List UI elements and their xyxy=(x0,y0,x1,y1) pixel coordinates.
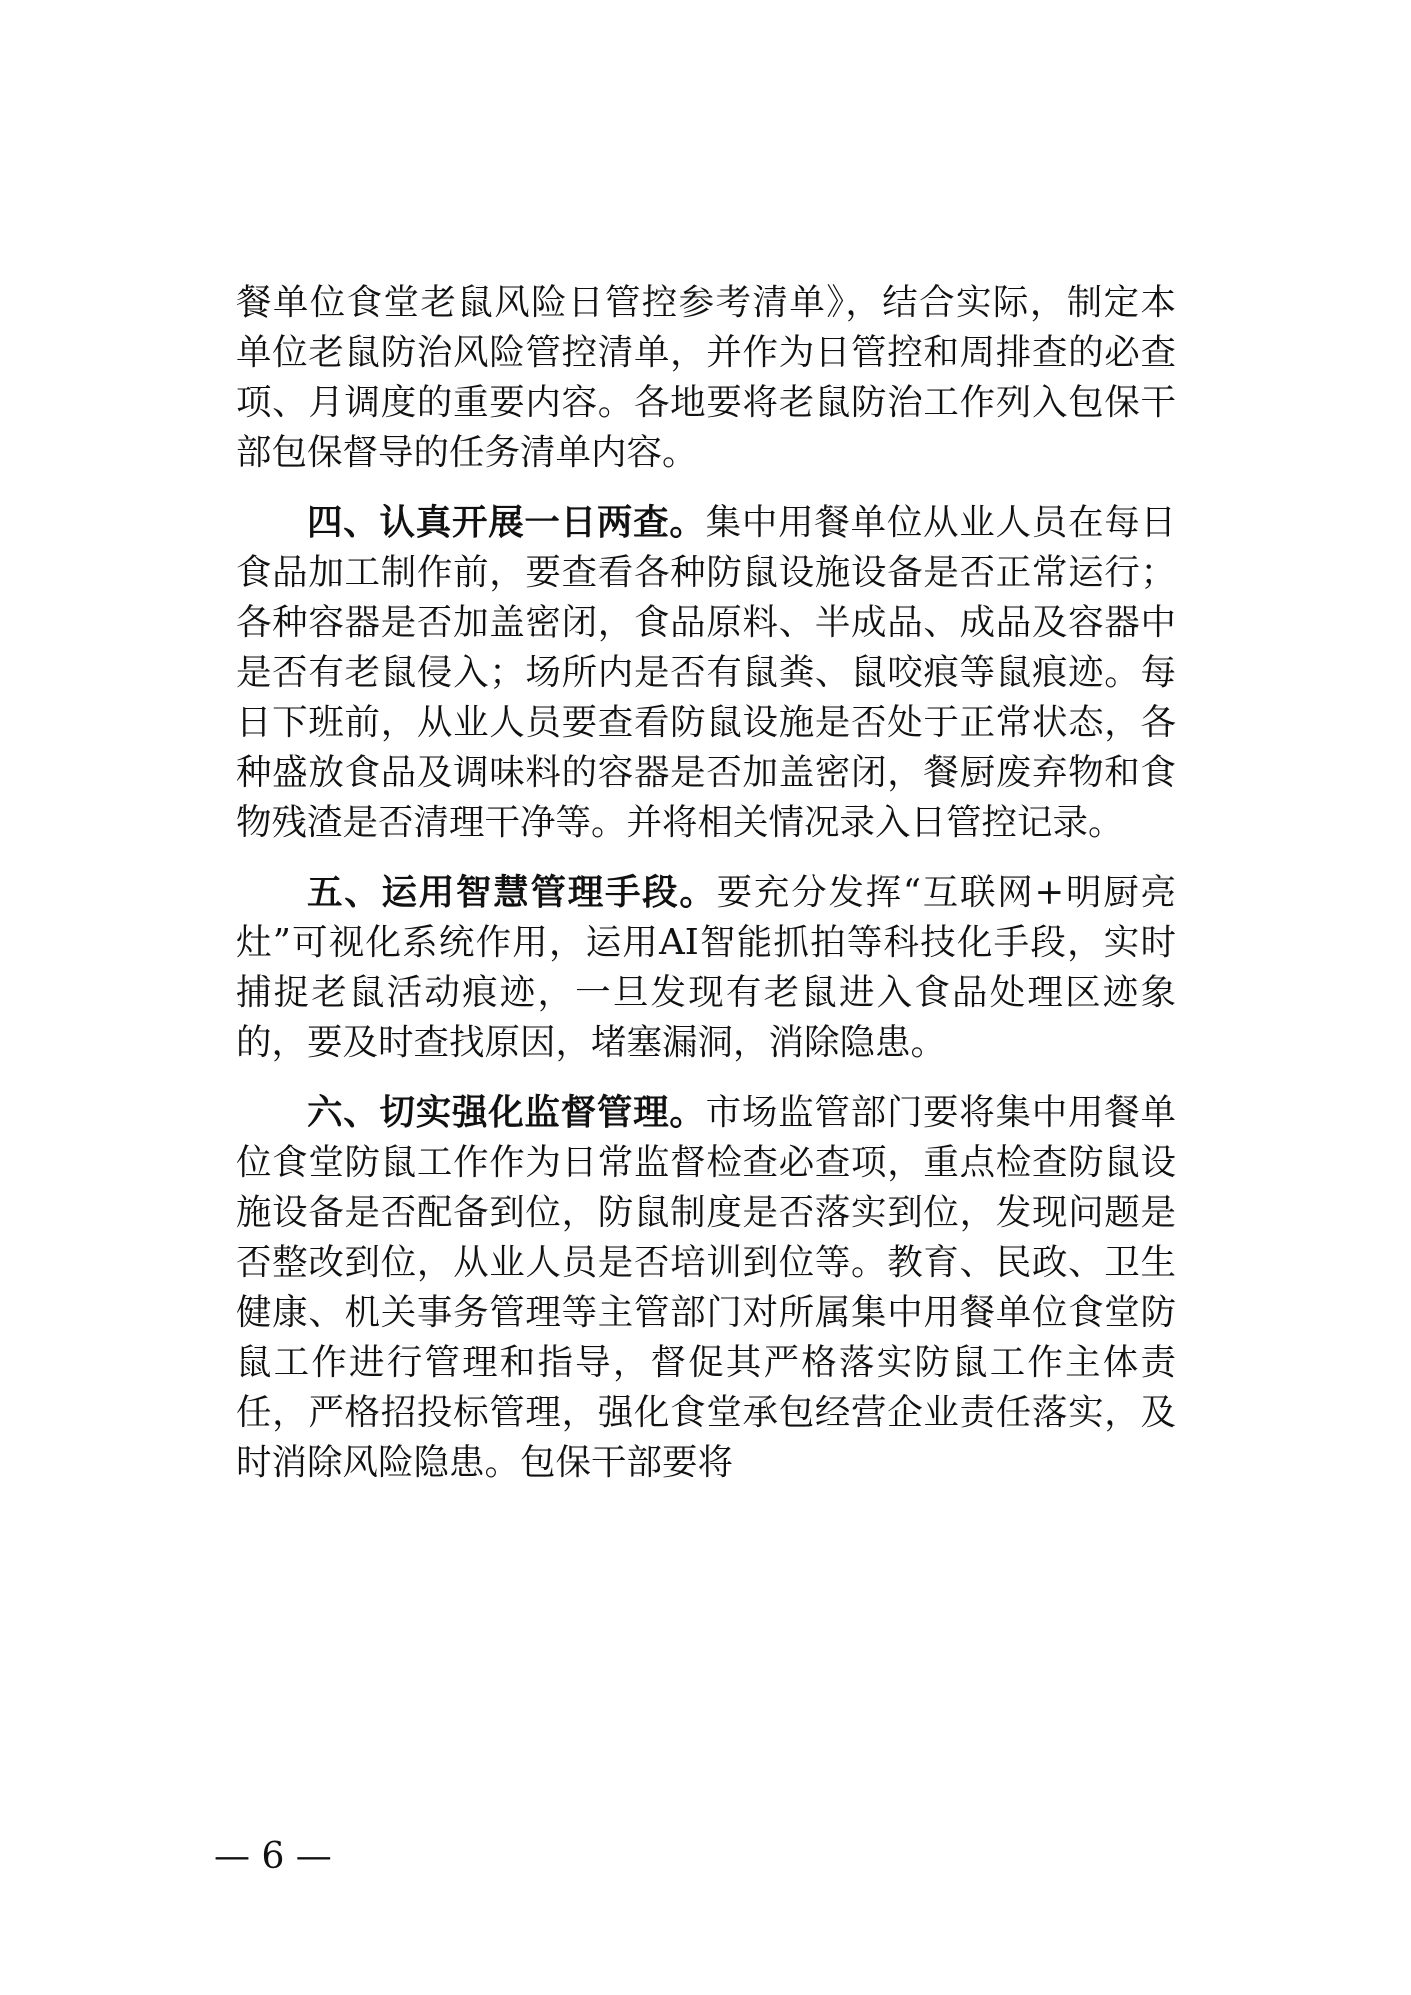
section-heading: 六、切实强化监督管理。 xyxy=(307,1092,706,1133)
paragraph-body: 市场监管部门要将集中用餐单位食堂防鼠工作作为日常监督检查必查项，重点检查防鼠设施设备是否配备到位，防鼠制度是否落实到位，发现问题是否整改到位，从业人员是否培训到位等。教育、民政、卫生健康、机关事务管理等主管部门对所属集中用餐单位食堂防鼠工作进行管理和指导，督促其严格落实防鼠工作主体责任，严格招投标管理，强化食堂承包经营企业责任落实，及时消除风险隐患。包保干部要将 xyxy=(236,1092,1176,1483)
body-text xyxy=(236,278,1176,1508)
paragraph-body: 要充分发挥“互联网+明厨亮灶”可视化系统作用，运用AI智能抓拍等科技化手段，实时捕捉老鼠活动痕迹，一旦发现有老鼠进入食品处理区迹象的，要及时查找原因，堵塞漏洞，消除隐患。 xyxy=(236,872,1176,1063)
section-heading: 五、运用智慧管理手段。 xyxy=(307,872,717,913)
paragraph-section-4 xyxy=(236,498,1176,848)
paragraph-body: 餐单位食堂老鼠风险日管控参考清单》，结合实际，制定本单位老鼠防治风险管控清单，并作为日管控和周排查的必查项、月调度的重要内容。各地要将老鼠防治工作列入包保干部包保督导的任务清单内容。 xyxy=(236,282,1176,473)
paragraph-section-5 xyxy=(236,868,1176,1068)
paragraph-section-6 xyxy=(236,1088,1176,1488)
section-heading: 四、认真开展一日两查。 xyxy=(307,502,706,543)
paragraph-continuation xyxy=(236,278,1176,478)
paragraph-body: 集中用餐单位从业人员在每日食品加工制作前，要查看各种防鼠设施设备是否正常运行；各种容器是否加盖密闭，食品原料、半成品、成品及容器中是否有老鼠侵入；场所内是否有鼠粪、鼠咬痕等鼠痕迹。每日下班前，从业人员要查看防鼠设施是否处于正常状态，各种盛放食品及调味料的容器是否加盖密闭，餐厨废弃物和食物残渣是否清理干净等。并将相关情况录入日管控记录。 xyxy=(236,502,1176,843)
page-number: — 6 — xyxy=(214,1836,332,1877)
